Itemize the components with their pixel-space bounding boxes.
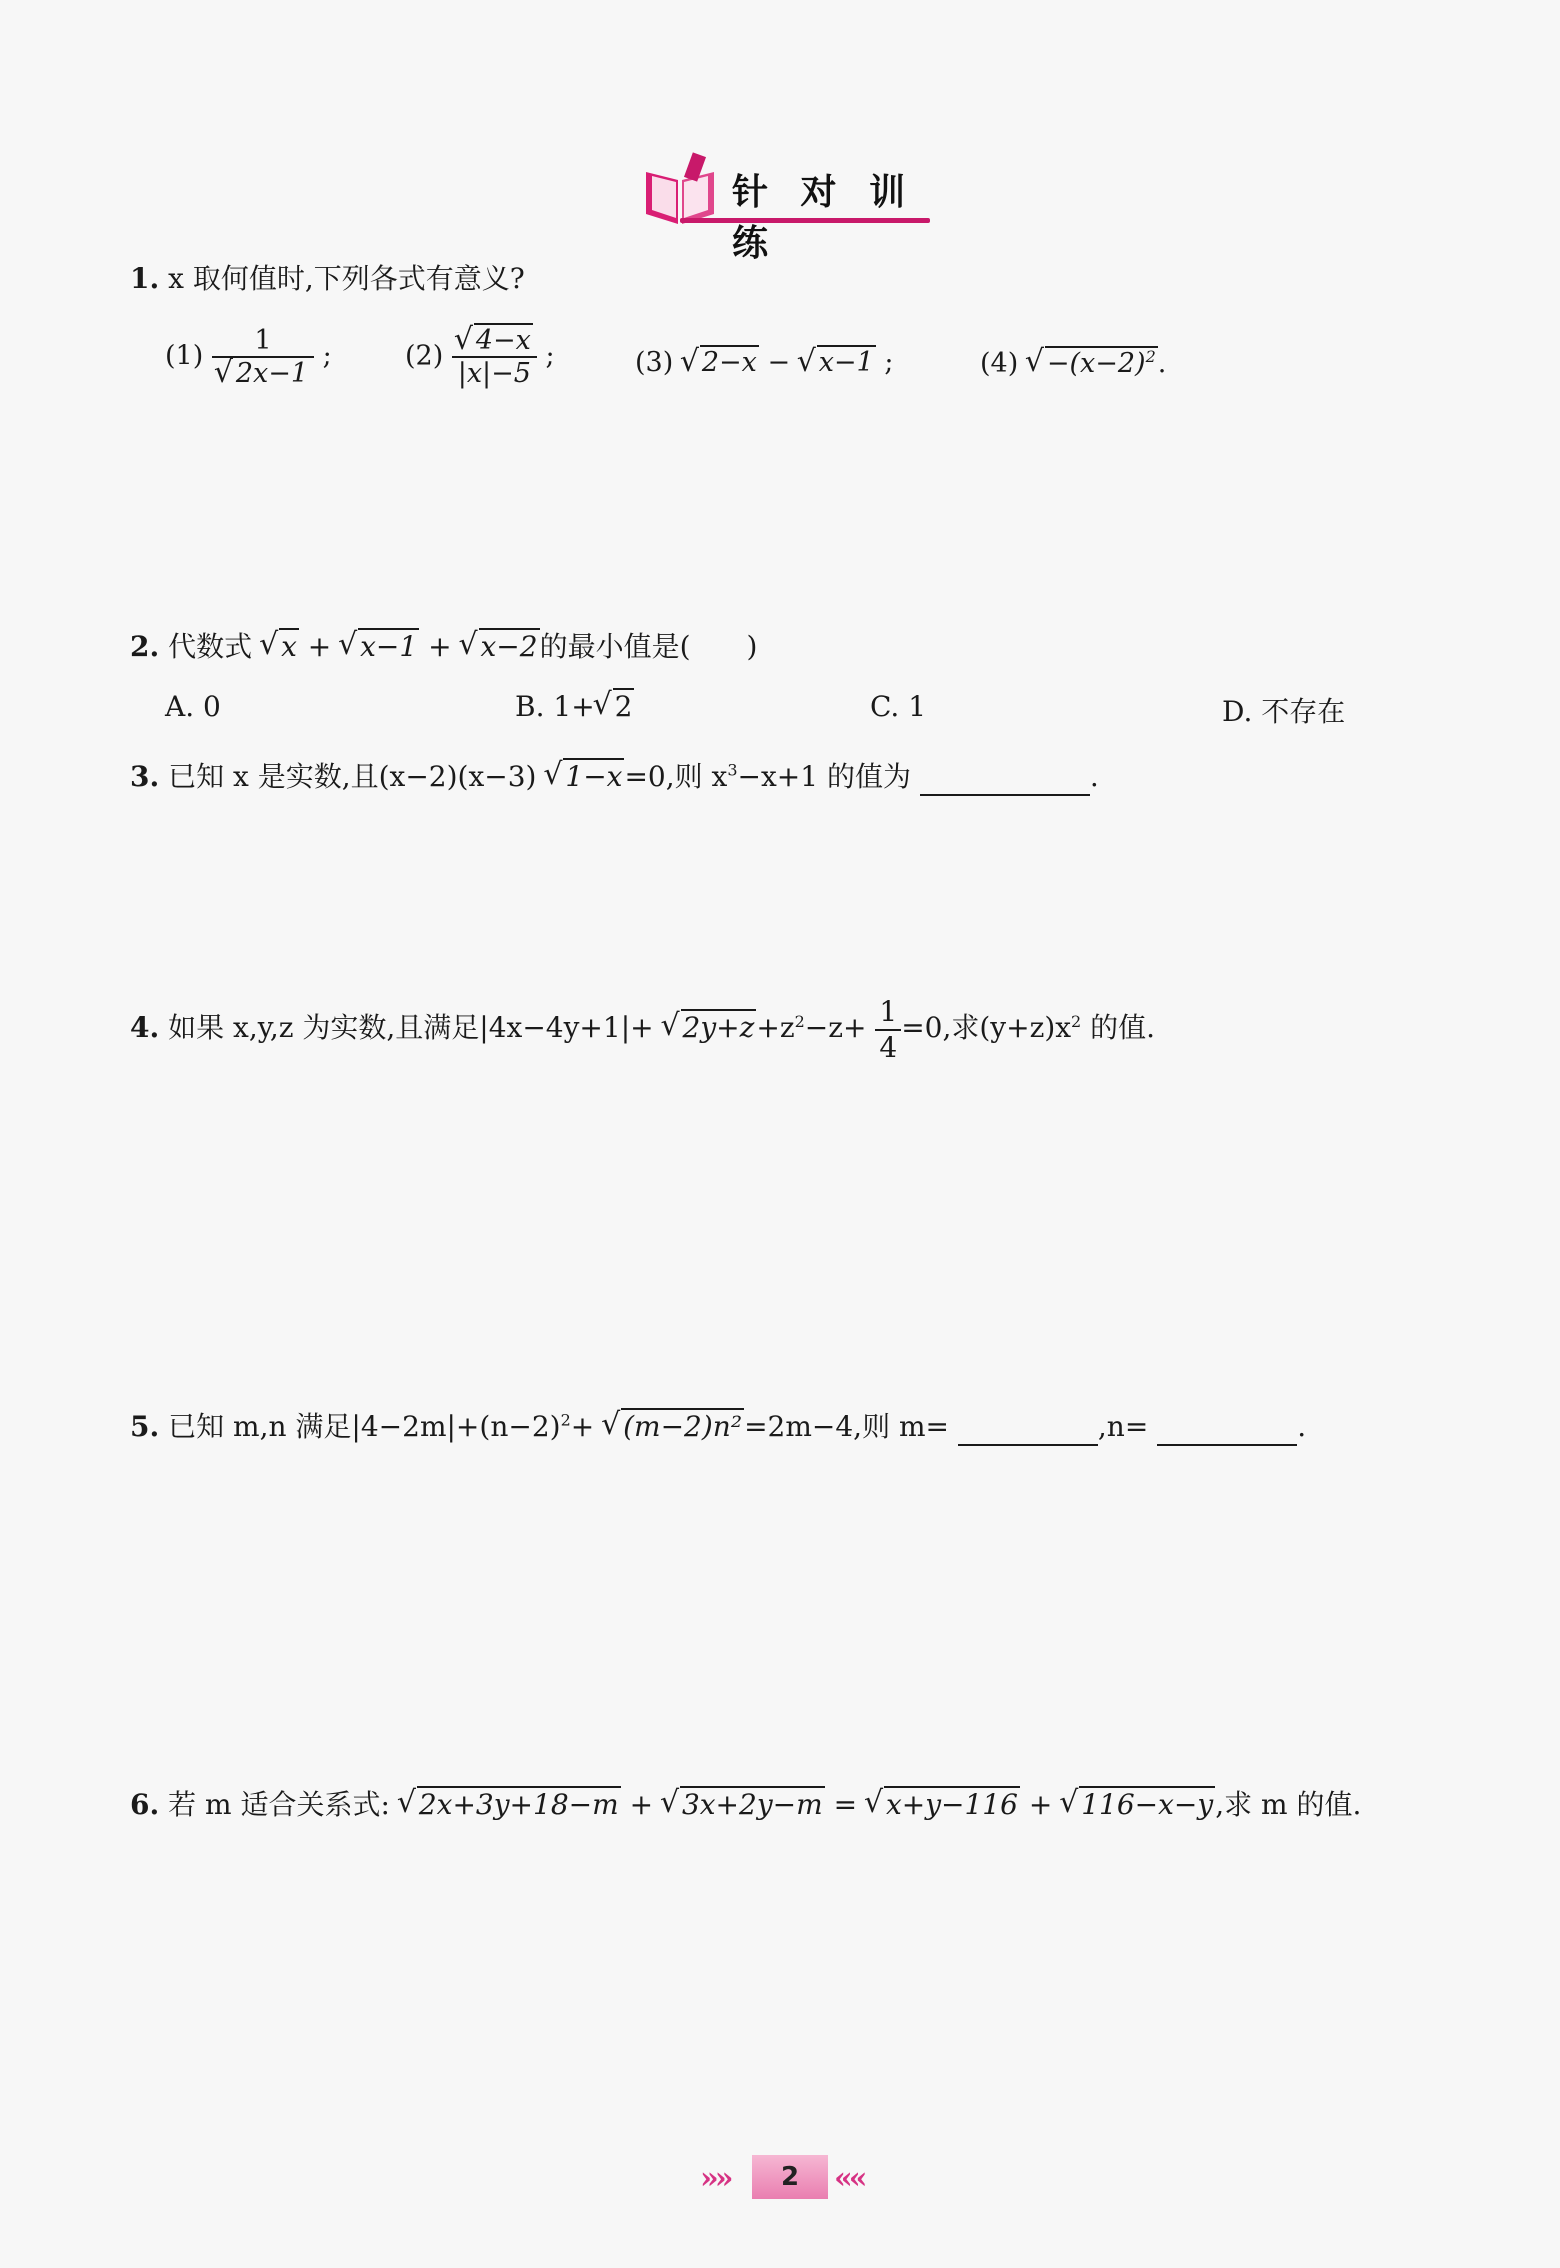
radicand: 2−x	[701, 347, 757, 378]
q1-item-4	[980, 347, 1166, 379]
question-6	[130, 1788, 1361, 1822]
question-number: 5.	[130, 1410, 160, 1443]
text: 的最小值是( )	[539, 630, 758, 663]
operator: +	[629, 1788, 654, 1821]
text: 已知 m,n 满足|4−2m|+(n−2)	[168, 1410, 561, 1443]
numerator: 1	[212, 325, 314, 358]
operator: =	[833, 1788, 858, 1821]
text: 的值.	[1081, 1011, 1156, 1045]
operator: +	[307, 630, 332, 663]
operator: +	[1028, 1788, 1053, 1821]
text: =0,则 x	[624, 760, 728, 793]
option-b-text: B. 1+	[515, 690, 595, 723]
q1-item-3	[635, 347, 893, 378]
section-header	[640, 150, 940, 264]
radicand: 3x+2y−m	[681, 1788, 823, 1821]
text: 如果 x,y,z 为实数,且满足|4x−4y+1|+	[168, 1011, 654, 1045]
exponent: 2	[1071, 1011, 1082, 1031]
question-number: 2.	[130, 630, 160, 663]
item-label: (4)	[980, 348, 1019, 379]
radicand: 2x−1	[235, 358, 309, 389]
answer-blank-m[interactable]	[958, 1410, 1098, 1446]
punct: ;	[884, 347, 894, 378]
item-label: (1)	[165, 340, 204, 372]
text: ,n=	[1097, 1410, 1149, 1443]
question-2	[130, 630, 757, 664]
item-label: (2)	[405, 340, 444, 372]
question-number: 6.	[130, 1788, 160, 1821]
radicand: x−1	[360, 630, 418, 663]
denominator: 4	[879, 1030, 898, 1064]
text: 已知 x 是实数,且(x−2)(x−3)	[168, 760, 537, 793]
q1-item-1	[165, 325, 332, 389]
q1-item-2	[405, 325, 555, 389]
operator: −	[767, 347, 791, 378]
radicand: x−1	[818, 347, 874, 378]
item-label: (3)	[635, 347, 674, 378]
right-chevrons-icon: »»	[700, 2161, 730, 2196]
text: +z	[756, 1011, 795, 1045]
title-underline	[680, 218, 930, 223]
question-1	[130, 262, 525, 296]
exponent: 2	[794, 1011, 805, 1031]
text: =0,求(y+z)x	[901, 1011, 1072, 1045]
punct: .	[1157, 348, 1167, 379]
punct: ;	[545, 340, 555, 372]
operator: +	[428, 630, 452, 663]
punct: .	[1089, 760, 1099, 793]
fraction	[875, 995, 901, 1064]
text: =2m−4,则 m=	[744, 1410, 949, 1443]
question-stem: x 取何值时,下列各式有意义?	[168, 262, 525, 295]
denominator: |x|−5	[457, 358, 531, 389]
text: ,求 m 的值.	[1215, 1788, 1362, 1821]
radicand: x	[281, 630, 297, 663]
page-number-footer	[700, 2155, 880, 2201]
left-chevrons-icon: ««	[834, 2161, 864, 2196]
option-d: D. 不存在	[1222, 695, 1346, 728]
question-number: 3.	[130, 760, 160, 793]
answer-blank[interactable]	[920, 760, 1090, 796]
fraction	[452, 325, 537, 389]
text: +	[570, 1410, 595, 1443]
fraction	[212, 325, 314, 389]
exponent: 3	[727, 760, 738, 780]
option-c: C. 1	[870, 690, 927, 723]
radicand: 2	[614, 690, 633, 723]
radicand: x−2	[480, 630, 538, 663]
question-3	[130, 760, 1099, 796]
punct: ;	[322, 340, 332, 372]
exponent: 2	[1145, 347, 1156, 366]
question-number: 4.	[130, 1011, 160, 1045]
radicand: 2y+z	[682, 1011, 755, 1045]
page-number: 2	[752, 2155, 828, 2199]
question-number: 1.	[130, 262, 160, 295]
text: 若 m 适合关系式:	[168, 1788, 390, 1821]
numerator: 1	[875, 995, 901, 1031]
option-a: A. 0	[165, 690, 221, 723]
radicand: −(x−2)	[1046, 348, 1146, 379]
question-5	[130, 1410, 1306, 1446]
text: −z+	[804, 1011, 867, 1045]
section-title: 针 对 训 练	[732, 172, 916, 264]
radicand: 116−x−y	[1081, 1788, 1214, 1821]
exponent: 2	[560, 1410, 571, 1430]
radicand: 2x+3y+18−m	[418, 1788, 619, 1821]
answer-blank-n[interactable]	[1157, 1410, 1297, 1446]
punct: .	[1297, 1410, 1307, 1443]
radicand: (m−2)n²	[623, 1410, 743, 1443]
radicand: 4−x	[475, 325, 531, 356]
radicand: x+y−116	[885, 1788, 1018, 1821]
text: 代数式	[168, 630, 253, 663]
question-4	[130, 995, 1155, 1064]
text: −x+1 的值为	[737, 760, 911, 793]
radicand: 1−x	[565, 760, 623, 793]
option-b	[515, 690, 634, 723]
